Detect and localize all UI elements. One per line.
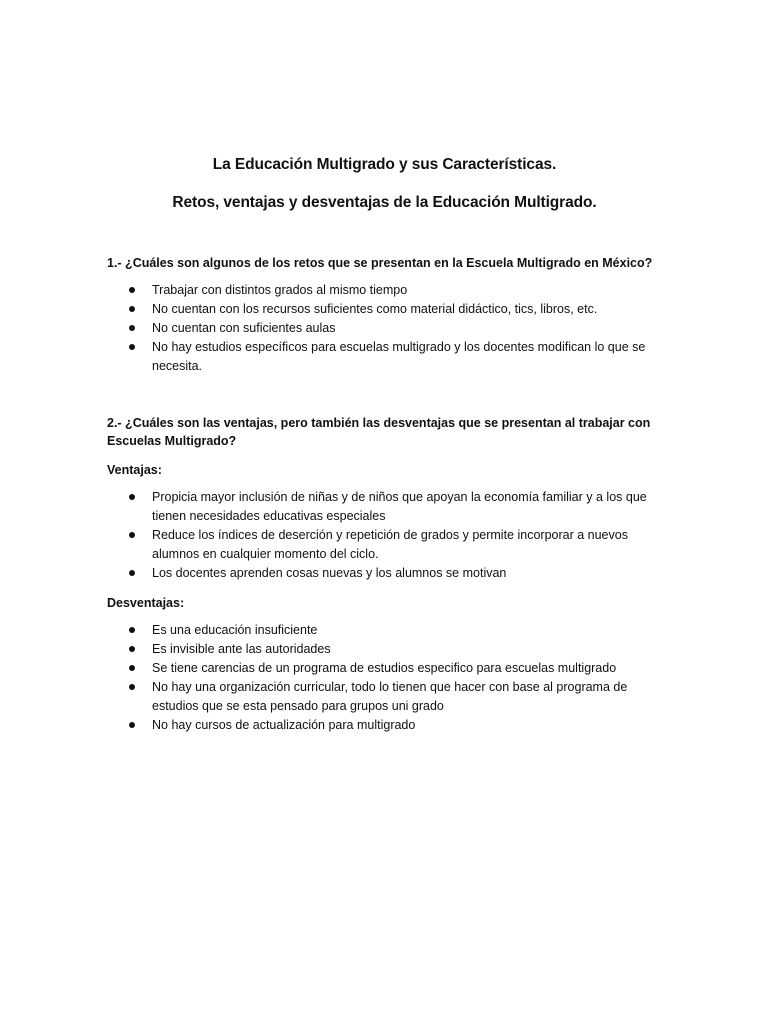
bullet-icon (129, 325, 135, 331)
list-item: Se tiene carencias de un programa de estudios especifico para escuelas multigrado (107, 659, 662, 678)
bullet-icon (129, 287, 135, 293)
list-item: No hay una organización curricular, todo lo tienen que hacer con base al programa de estudios que se esta pensado para grupos uni grado (107, 678, 662, 716)
question-2: 2.- ¿Cuáles son las ventajas, pero también las desventajas que se presentan al trabajar con Escuelas Multigrado? (107, 416, 651, 448)
ventajas-label: Ventajas: (107, 463, 162, 477)
bullet-icon (129, 722, 135, 728)
list-item: Es una educación insuficiente (107, 621, 662, 640)
document-subtitle: Retos, ventajas y desventajas de la Educación Multigrado. (172, 194, 597, 211)
list-item: Propicia mayor inclusión de niñas y de niños que apoyan la economía familiar y a los que tienen necesidades educativas especiales (107, 488, 662, 526)
bullet-icon (129, 570, 135, 576)
list-item: Trabajar con distintos grados al mismo tiempo (107, 281, 662, 300)
document-title: La Educación Multigrado y sus Características. (212, 156, 557, 173)
list-item: Reduce los índices de deserción y repetición de grados y permite incorporar a nuevos alumnos en cualquier momento del ciclo. (107, 526, 662, 564)
list-item: No hay cursos de actualización para multigrado (107, 716, 662, 735)
bullet-icon (129, 665, 135, 671)
bullet-icon (129, 344, 135, 350)
retos-list (107, 281, 662, 376)
bullet-icon (129, 684, 135, 690)
list-item: Los docentes aprenden cosas nuevas y los alumnos se motivan (107, 564, 662, 583)
bullet-icon (129, 646, 135, 652)
list-item: Es invisible ante las autoridades (107, 640, 662, 659)
desventajas-label: Desventajas: (107, 596, 185, 610)
list-item: No cuentan con los recursos suficientes como material didáctico, tics, libros, etc. (107, 300, 662, 319)
question-1: 1.- ¿Cuáles son algunos de los retos que se presentan en la Escuela Multigrado en México? (107, 256, 653, 270)
ventajas-list (107, 488, 662, 583)
bullet-icon (129, 306, 135, 312)
list-item: No cuentan con suficientes aulas (107, 319, 662, 338)
bullet-icon (129, 627, 135, 633)
bullet-icon (129, 532, 135, 538)
bullet-icon (129, 494, 135, 500)
list-item: No hay estudios específicos para escuelas multigrado y los docentes modifican lo que se necesita. (107, 338, 662, 376)
title-block (107, 0, 662, 213)
desventajas-list (107, 621, 662, 735)
